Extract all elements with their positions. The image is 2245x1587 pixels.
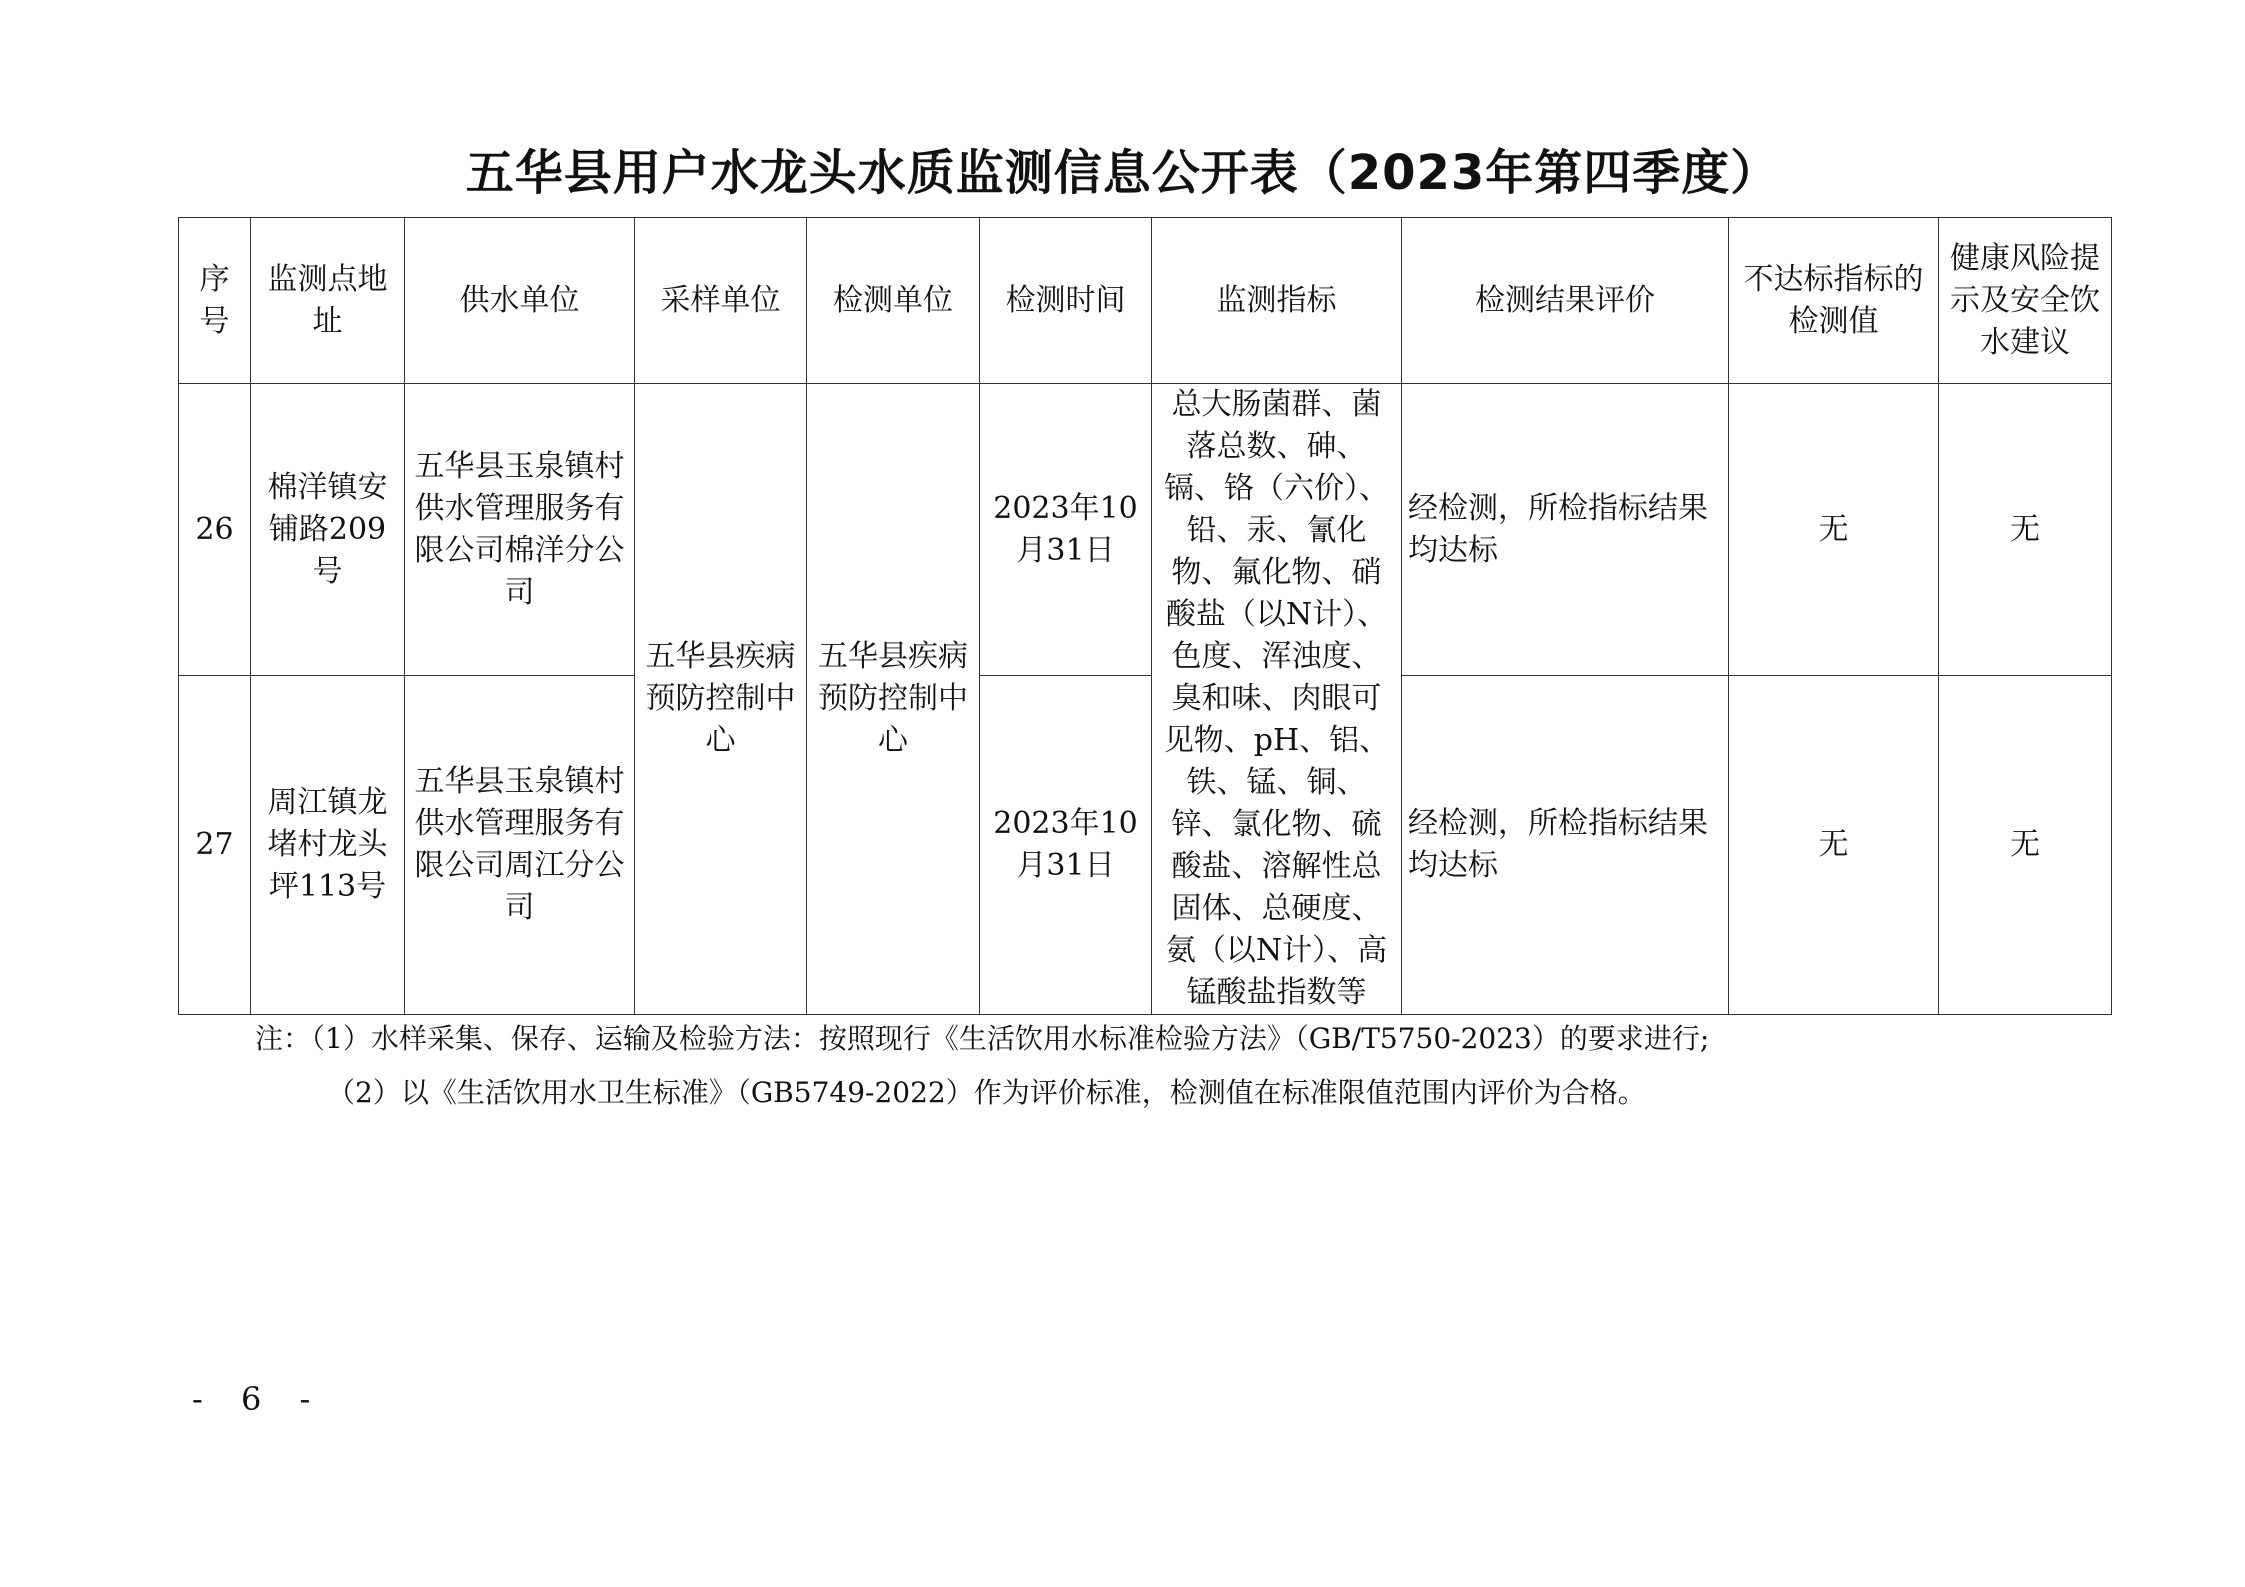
result-evaluation: 经检测，所检指标结果均达标 xyxy=(1402,676,1729,1015)
health-advice: 无 xyxy=(1939,384,2112,676)
water-supplier: 五华县玉泉镇村供水管理服务有限公司周江分公司 xyxy=(405,676,635,1015)
header-cell: 序号 xyxy=(179,218,251,384)
water-quality-table xyxy=(178,217,2112,1015)
test-time: 2023年10月31日 xyxy=(980,676,1152,1015)
monitoring-address: 棉洋镇安铺路209号 xyxy=(251,384,405,676)
table-row xyxy=(179,384,2112,676)
page-title: 五华县用户水龙头水质监测信息公开表（2023年第四季度） xyxy=(465,145,1780,201)
header-cell: 检测时间 xyxy=(980,218,1152,384)
table-notes xyxy=(255,1012,1709,1120)
row-number: 26 xyxy=(179,384,251,676)
table-header-row xyxy=(179,218,2112,384)
testing-unit: 五华县疾病预防控制中心 xyxy=(807,384,980,1015)
water-supplier: 五华县玉泉镇村供水管理服务有限公司棉洋分公司 xyxy=(405,384,635,676)
row-number: 27 xyxy=(179,676,251,1015)
monitoring-address: 周江镇龙堵村龙头坪113号 xyxy=(251,676,405,1015)
monitoring-indicators: 总大肠菌群、菌落总数、砷、镉、铬（六价）、铅、汞、氰化物、氟化物、硝酸盐（以N计）、色度、浑浊度、臭和味、肉眼可见物、pH、铝、铁、锰、铜、锌、氯化物、硫酸盐、溶解性总固体、总硬度、氨（以N计）、高锰酸盐指数等 xyxy=(1152,384,1402,1015)
failed-indicator-value: 无 xyxy=(1729,676,1939,1015)
note-line: （2）以《生活饮用水卫生标准》（GB5749-2022）作为评价标准，检测值在标准限值范围内评价为合格。 xyxy=(327,1076,1646,1109)
header-cell: 采样单位 xyxy=(635,218,807,384)
failed-indicator-value: 无 xyxy=(1729,384,1939,676)
test-time: 2023年10月31日 xyxy=(980,384,1152,676)
header-cell: 检测单位 xyxy=(807,218,980,384)
header-cell: 供水单位 xyxy=(405,218,635,384)
health-advice: 无 xyxy=(1939,676,2112,1015)
sampling-unit: 五华县疾病预防控制中心 xyxy=(635,384,807,1015)
table-row xyxy=(179,676,2112,1015)
header-cell: 监测点地址 xyxy=(251,218,405,384)
header-cell: 监测指标 xyxy=(1152,218,1402,384)
header-cell: 检测结果评价 xyxy=(1402,218,1729,384)
header-cell: 不达标指标的检测值 xyxy=(1729,218,1939,384)
header-cell: 健康风险提示及安全饮水建议 xyxy=(1939,218,2112,384)
page-number: - 6 - xyxy=(192,1380,325,1418)
result-evaluation: 经检测，所检指标结果均达标 xyxy=(1402,384,1729,676)
note-line: 注：（1）水样采集、保存、运输及检验方法：按照现行《生活饮用水标准检验方法》（GB/T5750-2023）的要求进行; xyxy=(255,1022,1710,1055)
